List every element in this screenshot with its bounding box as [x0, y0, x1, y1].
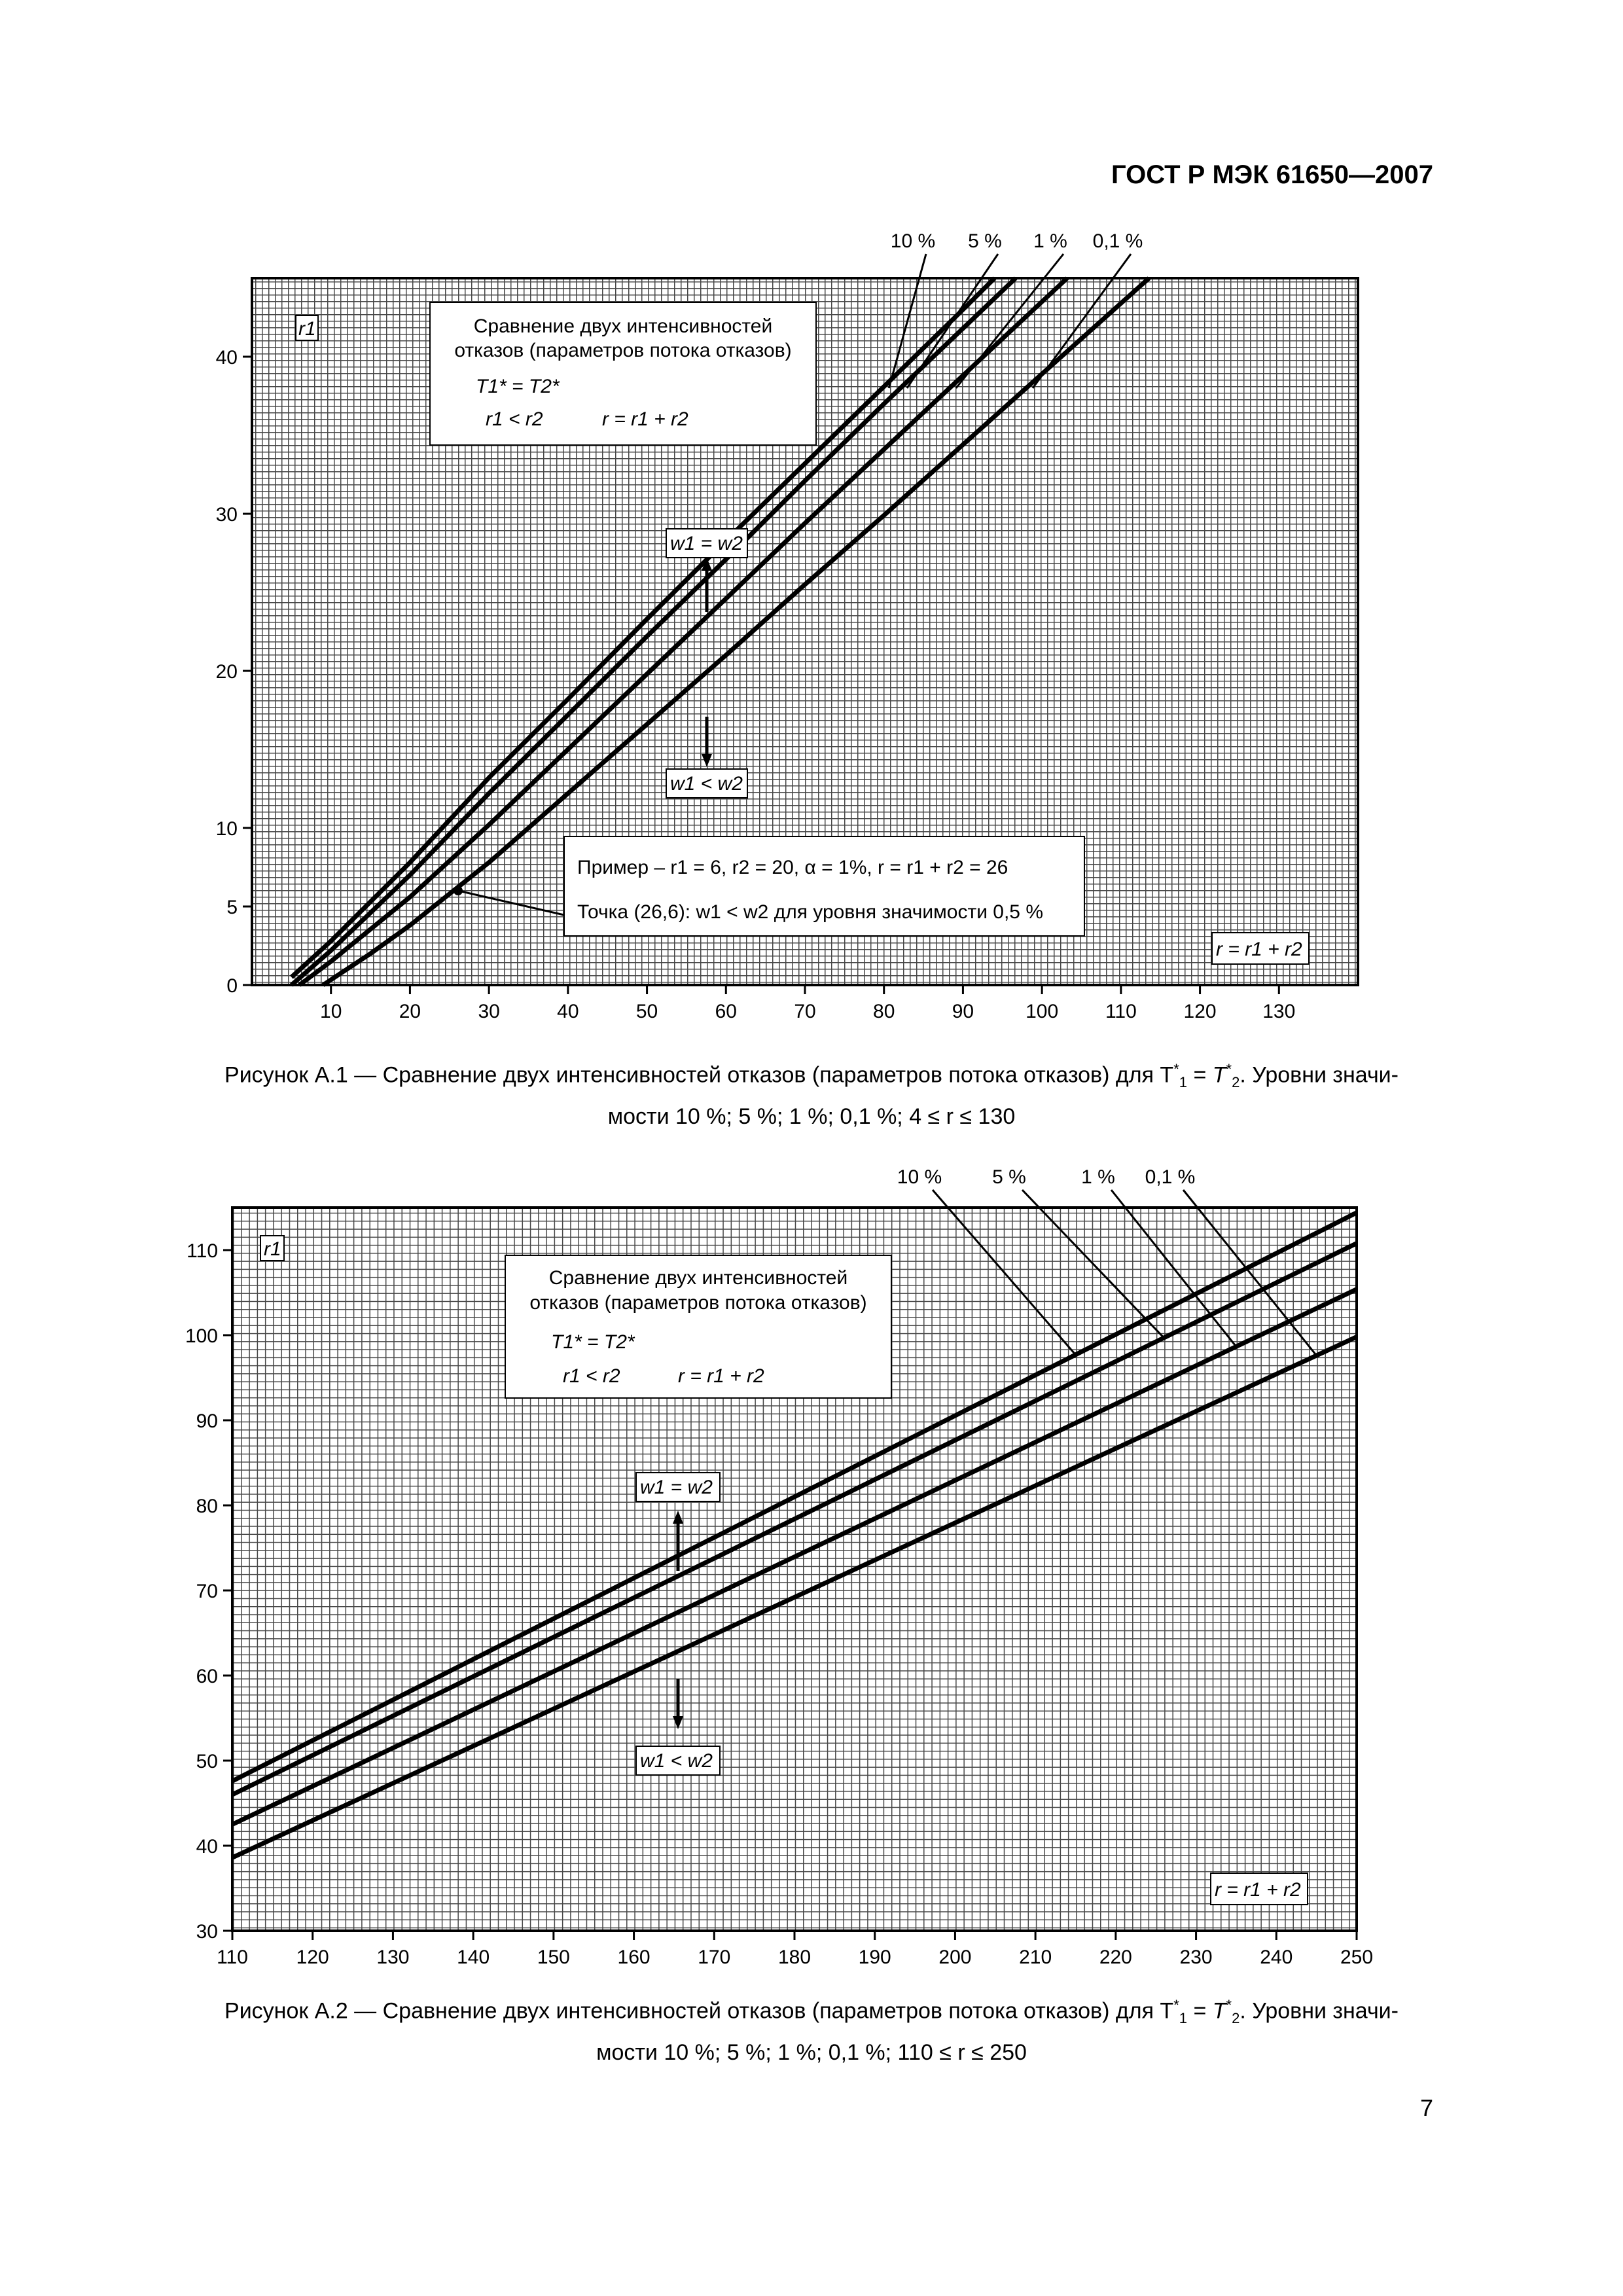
- y-tick-label-1: 5: [226, 897, 238, 918]
- x-tick-label-8: 190: [858, 1946, 891, 1968]
- x-tick-label-10: 110: [1105, 1001, 1137, 1022]
- x-tick-label-2: 130: [376, 1946, 410, 1968]
- figure-2-caption-line2: мости 10 %; 5 %; 1 %; 0,1 %; 110 ≤ r ≤ 250: [596, 2040, 1027, 2066]
- ylabel-text: r1: [298, 318, 316, 340]
- y-tick-label-3: 60: [196, 1666, 218, 1687]
- level-label-3: 0,1 %: [1145, 1166, 1196, 1188]
- y-tick-label-7: 100: [185, 1325, 218, 1347]
- xlabel-text: r = r1 + r2: [1215, 1879, 1301, 1901]
- figure-1-caption-main: Рисунок А.1 — Сравнение двух интенсивностей отказов (параметров потока отказов) для T: [224, 1062, 1174, 1088]
- document-header: ГОСТ Р МЭК 61650—2007: [1111, 160, 1433, 189]
- x-tick-label-3: 40: [557, 1001, 579, 1022]
- x-tick-label-6: 70: [794, 1001, 816, 1022]
- formula-r: r = r1 + r2: [602, 408, 688, 430]
- w-equal-text: w1 = w2: [640, 1477, 713, 1498]
- x-tick-label-2: 30: [478, 1001, 500, 1022]
- formula-r: r = r1 + r2: [678, 1365, 764, 1387]
- x-tick-label-10: 210: [1019, 1946, 1052, 1968]
- x-tick-label-12: 130: [1262, 1001, 1296, 1022]
- x-tick-label-5: 60: [715, 1001, 737, 1022]
- x-tick-label-14: 250: [1340, 1946, 1374, 1968]
- w-equal-text: w1 = w2: [670, 533, 743, 554]
- x-tick-label-0: 10: [320, 1001, 342, 1022]
- x-tick-label-12: 230: [1179, 1946, 1213, 1968]
- y-tick-label-1: 40: [196, 1836, 218, 1857]
- xlabel-text: r = r1 + r2: [1216, 939, 1302, 960]
- w-equal-box: [636, 1473, 720, 1501]
- formula-r1r2: r1 < r2: [486, 408, 543, 430]
- x-tick-label-3: 140: [457, 1946, 490, 1968]
- figure-2-caption: Рисунок А.2 — Сравнение двух интенсивностей отказов (параметров потока отказов) для $T^*_1 = T^*_2$. Уровни значи- мости 10 %; 5 %; 1 %; 0,1 %; 110 ≤ r ≤ 250: [224, 1997, 1399, 2066]
- example-line2: Точка (26,6): w1 < w2 для уровня значимости 0,5 %: [577, 901, 1044, 923]
- formula-r1r2: r1 < r2: [563, 1365, 620, 1387]
- y-tick-label-2: 50: [196, 1751, 218, 1772]
- w-less-text: w1 < w2: [640, 1750, 713, 1772]
- level-label-2: 1 %: [1033, 230, 1067, 252]
- x-tick-label-0: 110: [217, 1946, 248, 1968]
- title-line1: Сравнение двух интенсивностей: [548, 1267, 848, 1289]
- x-tick-label-9: 100: [1026, 1001, 1059, 1022]
- y-tick-label-0: 0: [226, 975, 238, 997]
- x-tick-label-1: 20: [399, 1001, 421, 1022]
- formula-t: T1* = T2*: [551, 1331, 635, 1353]
- level-label-3: 0,1 %: [1092, 230, 1143, 252]
- title-line2: отказов (параметров потока отказов): [454, 340, 792, 361]
- y-tick-label-5: 80: [196, 1496, 218, 1517]
- x-tick-label-11: 120: [1183, 1001, 1217, 1022]
- y-tick-label-3: 20: [215, 661, 238, 683]
- page-number: 7: [1419, 2094, 1433, 2121]
- example-line1: Пример – r1 = 6, r2 = 20, α = 1%, r = r1 + r2 = 26: [577, 857, 1008, 878]
- title-box: [505, 1255, 891, 1398]
- level-label-2: 1 %: [1081, 1166, 1115, 1188]
- x-tick-label-1: 120: [296, 1946, 329, 1968]
- ylabel-text: r1: [264, 1238, 281, 1260]
- level-label-1: 5 %: [968, 230, 1002, 252]
- x-tick-label-4: 150: [537, 1946, 570, 1968]
- y-tick-label-5: 40: [215, 347, 238, 368]
- title-line1: Сравнение двух интенсивностей: [473, 315, 773, 337]
- y-tick-label-2: 10: [215, 818, 238, 840]
- y-tick-label-0: 30: [196, 1921, 218, 1943]
- x-tick-label-8: 90: [952, 1001, 974, 1022]
- figure-1-caption-line2: мости 10 %; 5 %; 1 %; 0,1 %; 4 ≤ r ≤ 130: [607, 1104, 1016, 1130]
- y-tick-label-4: 70: [196, 1581, 218, 1602]
- title-line2: отказов (параметров потока отказов): [529, 1292, 867, 1314]
- y-tick-label-6: 90: [196, 1410, 218, 1432]
- xlabel-box: [1211, 1873, 1308, 1905]
- level-label-0: 10 %: [897, 1166, 942, 1188]
- x-tick-label-4: 50: [635, 1001, 658, 1022]
- w-less-text: w1 < w2: [670, 773, 743, 795]
- x-tick-label-5: 160: [617, 1946, 651, 1968]
- y-tick-label-4: 30: [215, 504, 238, 526]
- x-tick-label-7: 180: [777, 1946, 812, 1968]
- y-tick-label-8: 110: [187, 1240, 218, 1262]
- x-tick-label-9: 200: [938, 1946, 972, 1968]
- x-tick-label-11: 220: [1099, 1946, 1132, 1968]
- figure-2-caption-main: Рисунок А.2 — Сравнение двух интенсивностей отказов (параметров потока отказов) для T: [224, 1998, 1174, 2024]
- w-less-box: [636, 1746, 720, 1775]
- level-label-1: 5 %: [992, 1166, 1026, 1188]
- ylabel-box: [260, 1236, 284, 1261]
- x-tick-label-13: 240: [1260, 1946, 1293, 1968]
- formula-t: T1* = T2*: [476, 376, 560, 397]
- x-tick-label-6: 170: [698, 1946, 731, 1968]
- x-tick-label-7: 80: [873, 1001, 895, 1022]
- figure-1-caption: Рисунок А.1 — Сравнение двух интенсивностей отказов (параметров потока отказов) для $T^*_1 = T^*_2$. Уровни значи- мости 10 %; 5 %; 1 %; 0,1 %; 4 ≤ r ≤ 130: [224, 1061, 1399, 1130]
- level-label-0: 10 %: [890, 230, 936, 252]
